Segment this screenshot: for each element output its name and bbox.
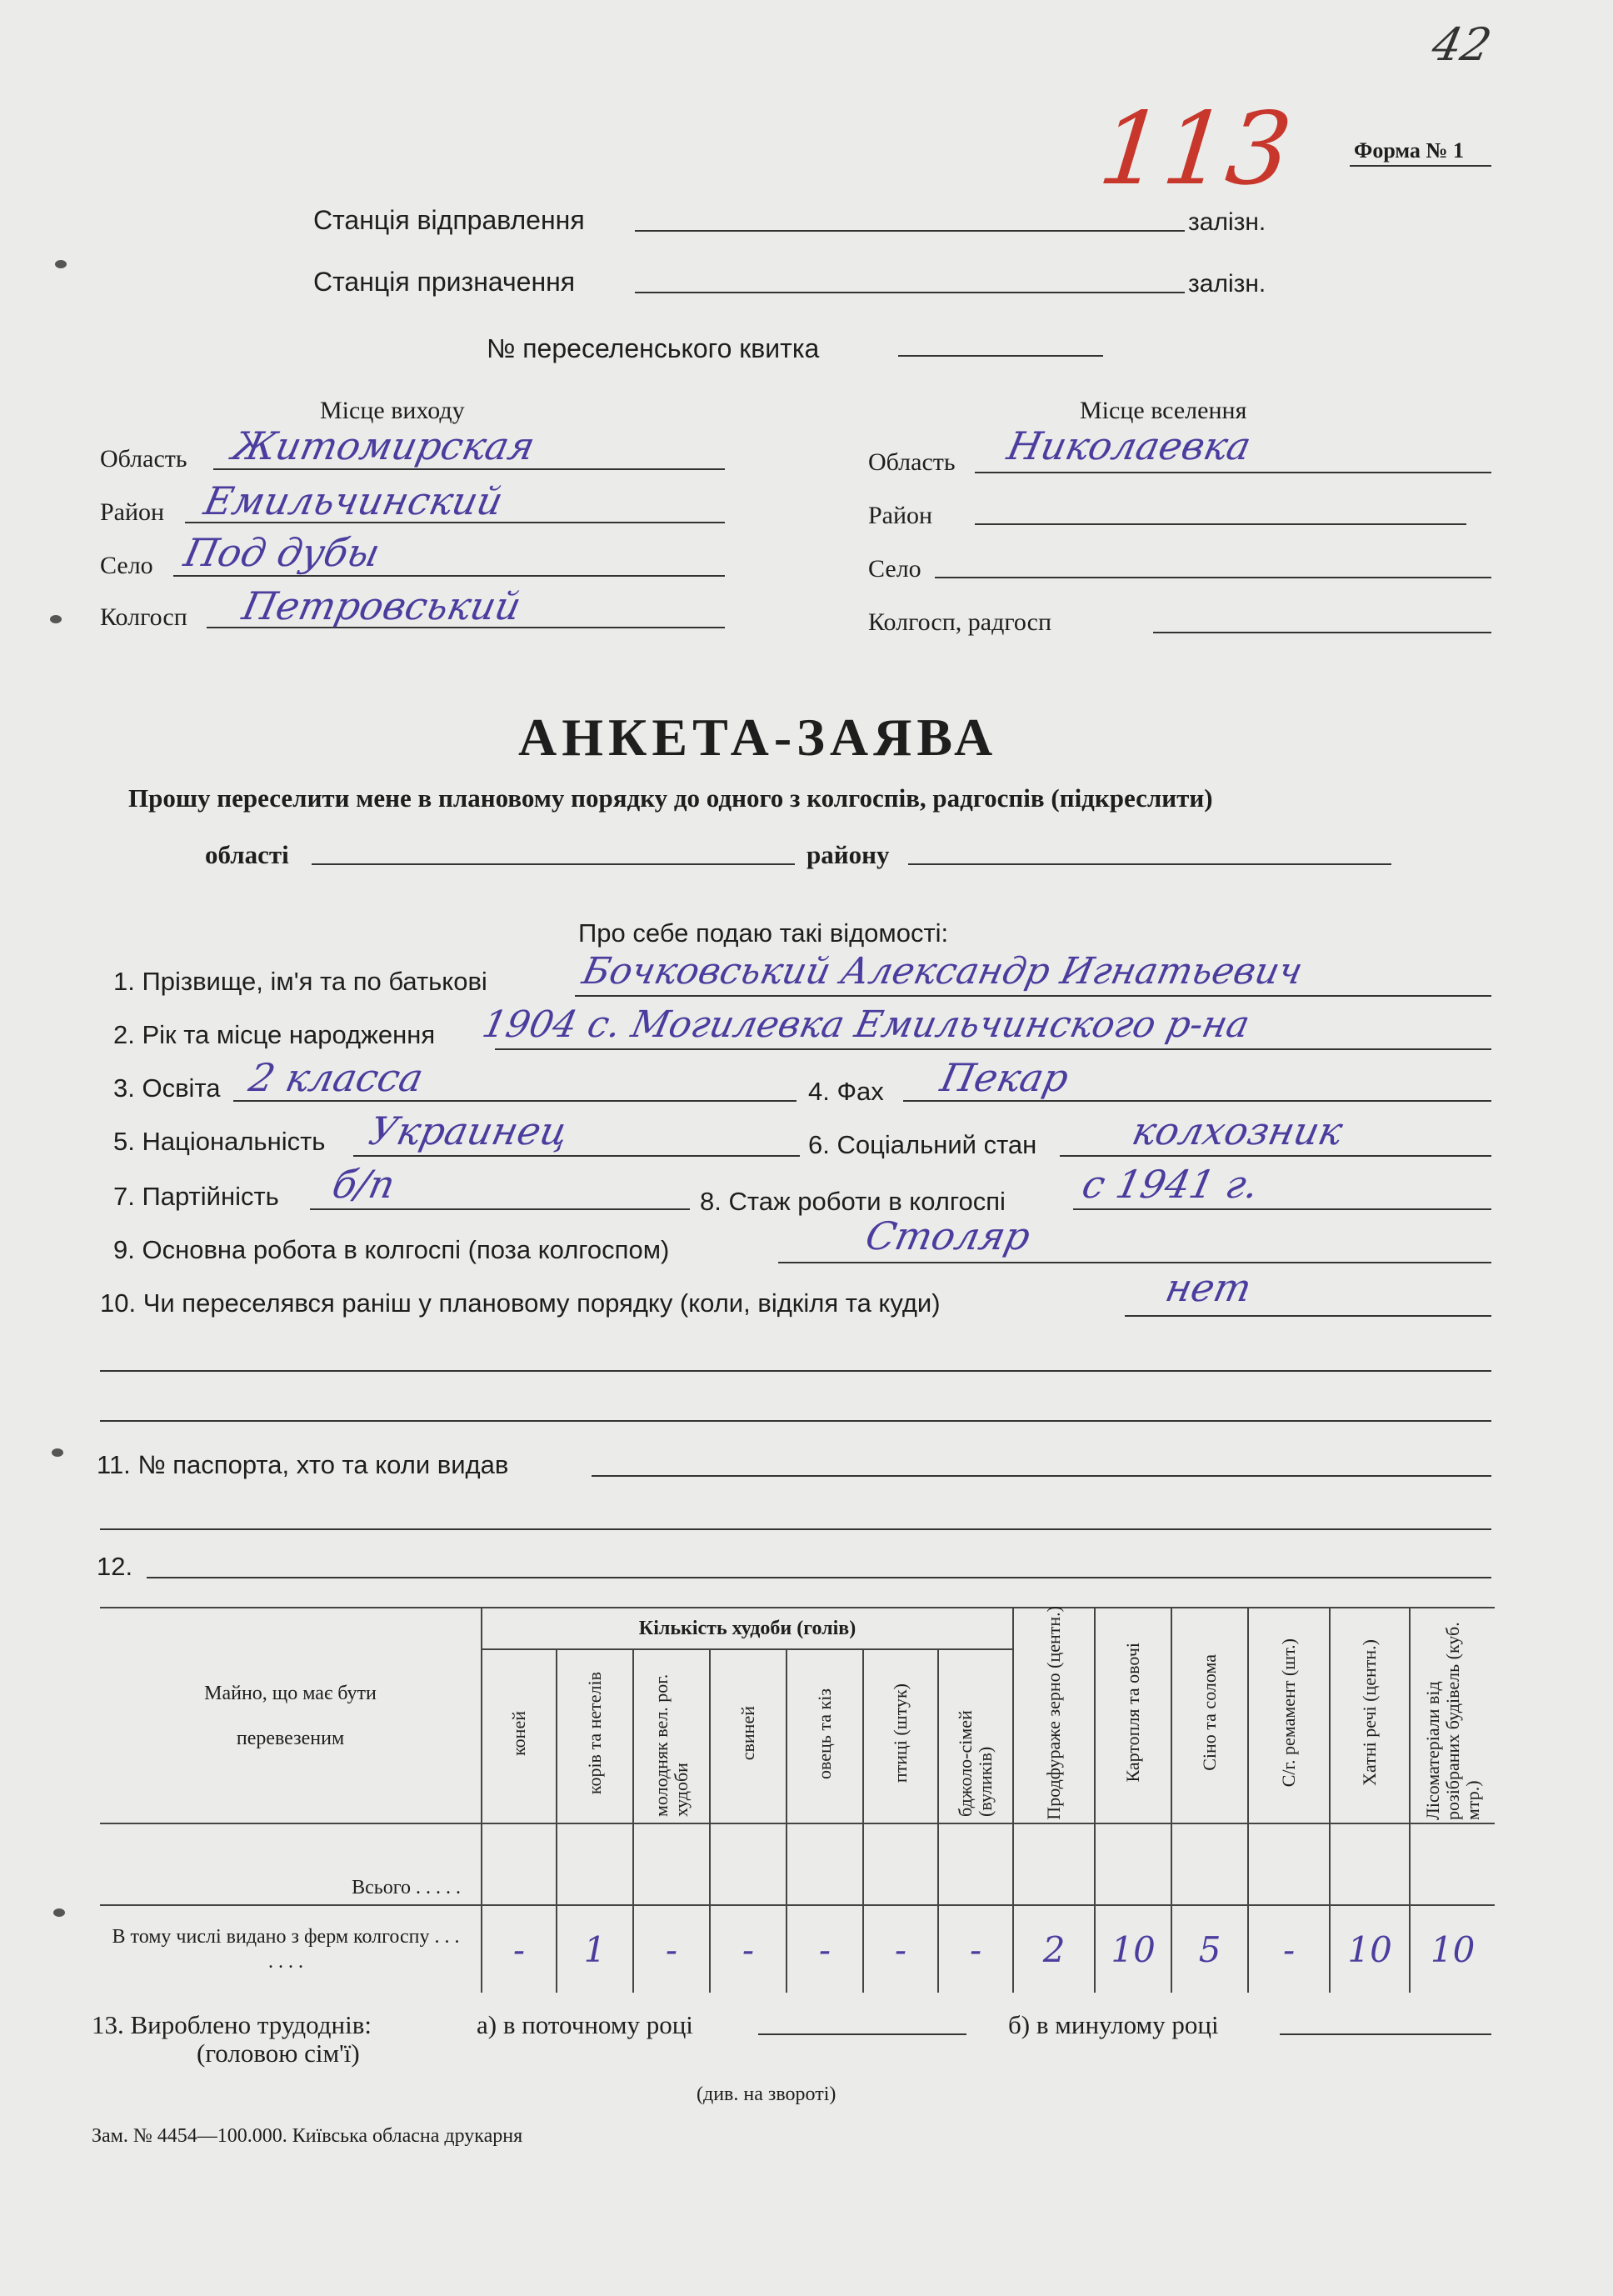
destination-kolhosp-label: Колгосп, радгосп [868,608,1052,636]
table-cell [557,1823,633,1905]
table-cell [1095,1823,1171,1905]
print-info: Зам. № 4454—100.000. Київська обласна друкарня [92,2125,523,2147]
request-text: Прошу переселити мене в плановому порядку до одного з колгоспів, радгоспів (підкреслити) [128,783,1213,813]
table-cell: - [710,1905,787,1993]
table-cell [1330,1823,1410,1905]
table-cell [633,1823,710,1905]
workdays-sub-label: (головою сім'ї) [197,2038,360,2068]
col-header: свиней [710,1649,787,1823]
origin-oblast-value: Житомирская [228,423,539,468]
col-header: коней [482,1649,557,1823]
table-cell: 1 [557,1905,633,1993]
request-raion-label: району [806,840,890,869]
col-header: Лісоматеріали від розібраних будівель (куб. мтр.) [1410,1608,1495,1823]
workdays-current-label: а) в поточному році [477,2010,693,2039]
field-7-label: 7. Партійність [113,1182,279,1211]
origin-raion-value: Емильчинский [200,478,507,523]
field-2-value: 1904 с. Могилевка Емильчинского р-на [478,1003,1254,1046]
col-header: молодняк вел. рог. худоби [633,1649,710,1823]
table-cell [787,1823,863,1905]
col-header: Сіно та солома [1171,1608,1248,1823]
form-title: АНКЕТА-ЗАЯВА [518,708,998,767]
table-cell: - [787,1905,863,1993]
field-1-value: Бочковський Александр Игнатьевич [578,950,1306,993]
arrival-station-label: Станція призначення [313,267,576,297]
punch-hole [55,260,67,268]
row-farm-label: В тому числі видано з ферм колгоспу . . . . . . . [100,1905,482,1993]
field-9-value: Столяр [861,1213,1035,1258]
punch-hole [53,1908,65,1917]
rail-suffix: залізн. [1188,208,1266,236]
table-cell: - [863,1905,938,1993]
field-1-label: 1. Прізвище, ім'я та по батькові [113,967,487,996]
workdays-previous-label: б) в минулому році [1008,2010,1219,2039]
table-cell [863,1823,938,1905]
col-header: птиці (штук) [863,1649,938,1823]
table-row [100,1823,1495,1905]
table-cell: 2 [1013,1905,1095,1993]
row-total-label: Всього . . . . . [100,1823,482,1905]
field-2-label: 2. Рік та місце народження [113,1020,436,1049]
livestock-header: Кількість худоби (голів) [482,1608,1013,1649]
table-cell [938,1823,1013,1905]
field-5-label: 5. Національність [113,1127,326,1156]
property-header: Майно, що має бути перевезеним [204,1682,377,1749]
request-oblast-label: області [205,840,289,869]
table-cell: 10 [1330,1905,1410,1993]
field-4-value: Пекар [936,1055,1073,1100]
field-5-value: Украинец [365,1108,572,1153]
field-10-label: 10. Чи переселявся раніш у плановому порядку (коли, відкіля та куди) [100,1288,941,1318]
col-header: корів та нетелів [557,1649,633,1823]
page-number: 42 [1427,18,1496,71]
table-cell: - [1248,1905,1330,1993]
table-cell [482,1823,557,1905]
field-12-label: 12. [97,1552,133,1581]
destination-oblast-value: Николаевка [1003,423,1256,468]
col-header: Картопля та овочі [1095,1608,1171,1823]
origin-kolhosp-value: Петровський [238,583,526,628]
col-header: Продфураже зерно (центн.) [1013,1608,1095,1823]
field-6-value: колхозник [1128,1108,1347,1153]
origin-raion-label: Район [100,498,165,526]
info-intro: Про себе подаю такі відомості: [578,918,949,948]
destination-heading: Місце вселення [1080,397,1247,424]
see-reverse-note: (див. на звороті) [697,2083,836,2105]
origin-kolhosp-label: Колгосп [100,603,187,631]
origin-oblast-label: Область [100,445,187,473]
table-cell: - [938,1905,1013,1993]
col-header: С/г. ремамент (шт.) [1248,1608,1330,1823]
table-cell: - [633,1905,710,1993]
property-header-cell [100,1608,482,1823]
col-header: Хатні речі (центн.) [1330,1608,1410,1823]
origin-heading: Місце виходу [320,397,465,424]
departure-station-label: Станція відправлення [313,205,585,235]
table-cell [1171,1823,1248,1905]
field-9-label: 9. Основна робота в колгоспі (поза колгоспом) [113,1235,670,1264]
field-10-value: нет [1161,1265,1256,1310]
table-cell: 5 [1171,1905,1248,1993]
field-6-label: 6. Соціальний стан [808,1130,1037,1159]
origin-selo-value: Под дубы [180,530,384,575]
table-cell: 10 [1410,1905,1495,1993]
form-label: Форма № 1 [1354,138,1465,163]
field-8-value: с 1941 г. [1078,1162,1263,1207]
red-archive-mark: 113 [1093,92,1297,208]
field-7-value: б/п [328,1162,399,1207]
rail-suffix: залізн. [1188,270,1266,298]
field-3-value: 2 класса [245,1055,427,1100]
workdays-label: 13. Вироблено трудоднів: [92,2010,372,2039]
destination-raion-label: Район [868,502,933,529]
table-cell: - [482,1905,557,1993]
property-table [100,1607,1495,1993]
origin-selo-label: Село [100,552,153,579]
table-cell [710,1823,787,1905]
punch-hole [52,1448,63,1457]
table-cell [1410,1823,1495,1905]
ticket-number-label: № переселенського квитка [487,333,820,363]
table-row [100,1905,1495,1993]
punch-hole [50,615,62,623]
table-cell: 10 [1095,1905,1171,1993]
destination-oblast-label: Область [868,448,956,476]
field-3-label: 3. Освіта [113,1073,221,1103]
table-cell [1248,1823,1330,1905]
col-header: овець та кіз [787,1649,863,1823]
col-header: бджоло-сімей (вуликів) [938,1649,1013,1823]
table-cell [1013,1823,1095,1905]
field-4-label: 4. Фах [808,1077,884,1106]
destination-selo-label: Село [868,555,921,583]
field-11-label: 11. № паспорта, хто та коли видав [97,1450,509,1479]
field-8-label: 8. Стаж роботи в колгоспі [700,1187,1006,1216]
